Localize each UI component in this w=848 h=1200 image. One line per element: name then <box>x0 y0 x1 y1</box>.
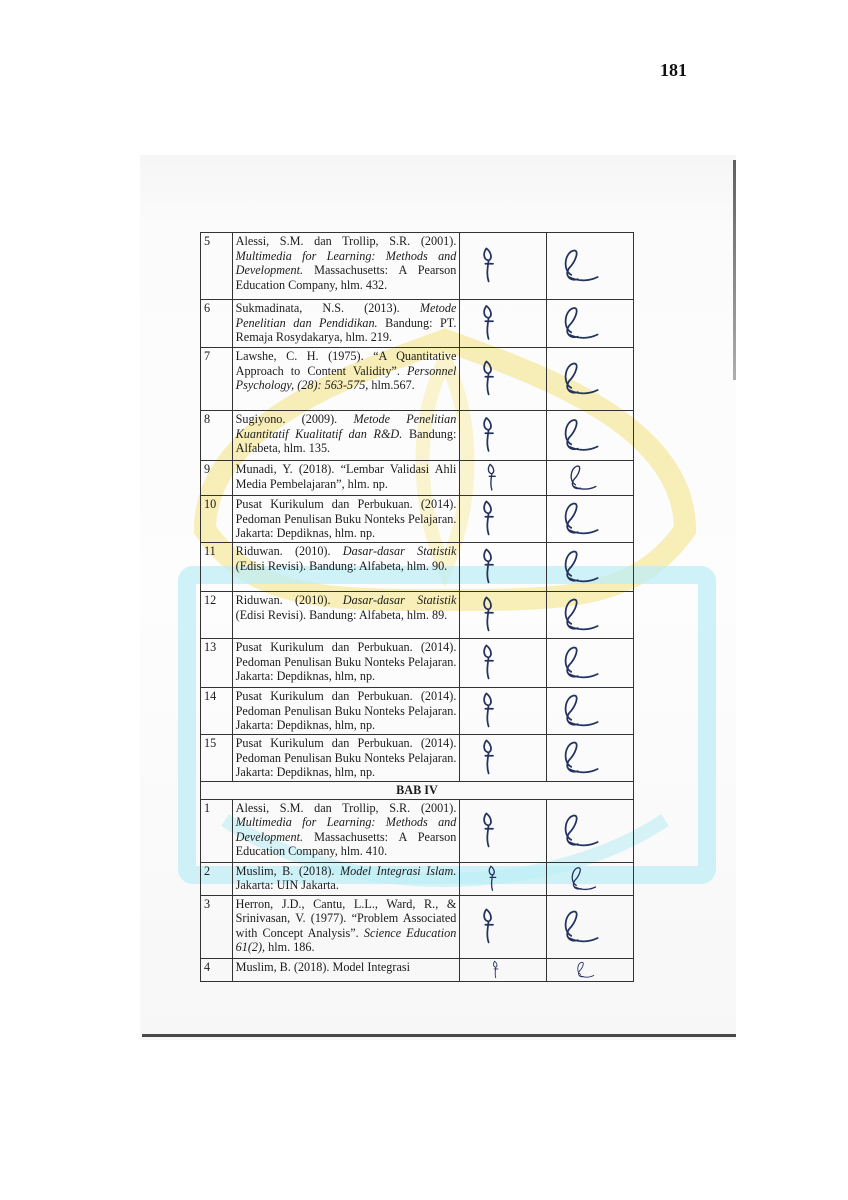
table-row <box>201 300 634 348</box>
citation-text: Pusat Kurikulum dan Perbukuan. (2014). Pedoman Penulisan Buku Nonteks Pelajaran. Jakarta: Depdiknas, hlm, np. <box>235 736 457 780</box>
signature-stroke <box>485 813 494 846</box>
validator-signature-1 <box>460 461 547 496</box>
row-number: 1 <box>201 799 233 862</box>
validator-signature-2 <box>547 348 634 411</box>
validator-signature-1 <box>460 592 547 639</box>
section-heading: BAB IV <box>201 782 634 800</box>
citation-text: Massachusetts: A Pearson Education Company, hlm. 432. <box>235 263 457 292</box>
reference-citation <box>232 958 460 981</box>
signature-stroke <box>566 600 598 630</box>
signature-mark-2 <box>547 735 633 781</box>
signature-stroke <box>571 466 596 489</box>
signature-mark-2 <box>547 496 633 542</box>
signature-stroke <box>566 696 598 726</box>
validator-signature-1 <box>460 862 547 895</box>
signature-mark-2 <box>547 411 633 460</box>
signature-stroke <box>485 740 494 773</box>
validator-signature-2 <box>547 735 634 782</box>
signature-stroke <box>489 464 496 490</box>
citation-title: Personnel Psychology, (28): 563-575, <box>235 363 457 393</box>
citation-text: hlm.567. <box>368 378 415 393</box>
reference-citation <box>232 233 460 300</box>
validator-signature-1 <box>460 895 547 958</box>
citation-text: Lawshe, C. H. (1975). “A Quantitative Approach to Content Validity”. <box>235 349 457 378</box>
table-row <box>201 411 634 461</box>
signature-mark-1 <box>460 896 546 958</box>
signature-stroke <box>566 420 598 450</box>
reference-citation <box>232 862 460 895</box>
validator-signature-2 <box>547 411 634 461</box>
signature-stroke <box>566 648 598 678</box>
signature-mark-2 <box>547 896 633 958</box>
citation-text: Alessi, S.M. dan Trollip, S.R. (2001). <box>235 234 457 248</box>
signature-mark-2 <box>547 639 633 687</box>
validator-signature-1 <box>460 799 547 862</box>
row-number: 6 <box>201 300 233 348</box>
validation-table-wrapper <box>200 232 634 982</box>
validator-signature-1 <box>460 688 547 735</box>
signature-mark-1 <box>460 496 546 542</box>
citation-text: Jakarta: UIN Jakarta. <box>235 878 339 893</box>
signature-mark-2 <box>547 592 633 638</box>
validator-signature-2 <box>547 233 634 300</box>
row-number: 9 <box>201 461 233 496</box>
validator-signature-1 <box>460 300 547 348</box>
signature-mark-1 <box>460 688 546 734</box>
validator-signature-2 <box>547 300 634 348</box>
signature-stroke <box>566 815 598 845</box>
citation-title: Metode Penelitian dan Pendidikan. <box>235 301 457 330</box>
citation-text: (Edisi Revisi). Bandung: Alfabeta, hlm. 89. <box>235 607 448 622</box>
signature-mark-2 <box>547 800 633 862</box>
reference-citation <box>232 300 460 348</box>
reference-citation <box>232 799 460 862</box>
citation-text: hlm. 186. <box>265 940 315 955</box>
reference-validation-table <box>200 232 634 982</box>
table-row <box>201 958 634 981</box>
validator-signature-1 <box>460 958 547 981</box>
row-number: 11 <box>201 543 233 592</box>
validator-signature-1 <box>460 348 547 411</box>
reference-citation <box>232 496 460 543</box>
scan-edge-right <box>733 160 736 380</box>
signature-mark-2 <box>547 688 633 734</box>
citation-title: Science Education 61(2), <box>235 925 457 955</box>
signature-stroke <box>566 743 598 773</box>
signature-stroke <box>566 504 598 534</box>
signature-mark-2 <box>547 300 633 347</box>
validator-signature-2 <box>547 592 634 639</box>
reference-citation <box>232 461 460 496</box>
table-row <box>201 639 634 688</box>
reference-citation <box>232 639 460 688</box>
signature-stroke <box>485 248 494 281</box>
citation-text: Pusat Kurikulum dan Perbukuan. (2014). Pedoman Penulisan Buku Nonteks Pelajaran. Jakarta: Depdiknas, hlm, np. <box>235 640 457 684</box>
signature-mark-1 <box>460 233 546 299</box>
table-row <box>201 688 634 735</box>
table-row <box>201 592 634 639</box>
citation-text: Pusat Kurikulum dan Perbukuan. (2014). Pedoman Penulisan Buku Nonteks Pelajaran. Jakarta: Depdiknas, hlm, np. <box>235 689 457 733</box>
signature-mark-1 <box>460 735 546 781</box>
validator-signature-2 <box>547 688 634 735</box>
validator-signature-2 <box>547 895 634 958</box>
signature-stroke <box>566 911 598 941</box>
signature-mark-1 <box>460 411 546 460</box>
reference-citation <box>232 411 460 461</box>
reference-citation <box>232 348 460 411</box>
table-row <box>201 233 634 300</box>
table-row <box>201 543 634 592</box>
signature-mark-2 <box>547 959 633 981</box>
signature-mark-1 <box>460 592 546 638</box>
citation-text: Herron, J.D., Cantu, L.L., Ward, R., & Srinivasan, V. (1977). “Problem Associated with Concept Analysis”. <box>235 896 457 940</box>
row-number: 8 <box>201 411 233 461</box>
citation-title: Metode Penelitian Kuantitatif Kualitatif dan R&D. <box>235 412 457 441</box>
reference-citation <box>232 592 460 639</box>
signature-stroke <box>578 962 594 977</box>
row-number: 3 <box>201 895 233 958</box>
citation-text: Sukmadinata, N.S. (2013). <box>235 301 420 315</box>
validator-signature-2 <box>547 639 634 688</box>
citation-text: Sugiyono. (2009). <box>235 412 354 426</box>
citation-text: Alessi, S.M. dan Trollip, S.R. (2001). <box>235 800 457 815</box>
validator-signature-2 <box>547 862 634 895</box>
signature-mark-1 <box>460 461 546 495</box>
citation-title: Dasar-dasar Statistik <box>342 593 457 607</box>
validator-signature-2 <box>547 461 634 496</box>
validator-signature-1 <box>460 496 547 543</box>
validator-signature-1 <box>460 735 547 782</box>
citation-text: Massachusetts: A Pearson Education Company, hlm. 410. <box>235 829 457 859</box>
signature-mark-1 <box>460 863 546 895</box>
citation-text: Bandung: Alfabeta, hlm. 135. <box>235 426 457 456</box>
reference-citation <box>232 895 460 958</box>
reference-citation <box>232 735 460 782</box>
citation-text: (Edisi Revisi). Bandung: Alfabeta, hlm. 90. <box>235 558 448 573</box>
row-number: 14 <box>201 688 233 735</box>
table-row <box>201 496 634 543</box>
signature-stroke <box>485 909 494 942</box>
citation-text: Riduwan. (2010). <box>235 593 343 607</box>
citation-text: Muslim, B. (2018). <box>235 863 340 878</box>
signature-mark-1 <box>460 543 546 591</box>
signature-mark-2 <box>547 863 633 895</box>
validator-signature-1 <box>460 233 547 300</box>
citation-title: Model Integrasi Islam. <box>340 863 457 878</box>
signature-stroke <box>566 308 598 338</box>
citation-text: Pusat Kurikulum dan Perbukuan. (2014). Pedoman Penulisan Buku Nonteks Pelajaran. Jakarta: Depdiknas, hlm. np. <box>235 497 457 541</box>
row-number: 5 <box>201 233 233 300</box>
table-row <box>201 862 634 895</box>
signature-stroke <box>485 306 494 339</box>
row-number: 7 <box>201 348 233 411</box>
signature-stroke <box>572 867 595 889</box>
table-row <box>201 799 634 862</box>
citation-title: Dasar-dasar Statistik <box>342 544 457 558</box>
citation-title: Multimedia for Learning: Methods and Development. <box>235 248 457 278</box>
validator-signature-1 <box>460 411 547 461</box>
signature-stroke <box>485 549 494 582</box>
validator-signature-2 <box>547 543 634 592</box>
page-number: 181 <box>660 60 687 80</box>
row-number: 12 <box>201 592 233 639</box>
validator-signature-2 <box>547 496 634 543</box>
table-row <box>201 348 634 411</box>
signature-mark-2 <box>547 233 633 299</box>
row-number: 10 <box>201 496 233 543</box>
validator-signature-2 <box>547 958 634 981</box>
signature-stroke <box>494 961 498 978</box>
citation-text: Munadi, Y. (2018). “Lembar Validasi Ahli Media Pembelajaran”, hlm. np. <box>235 462 457 491</box>
reference-citation <box>232 543 460 592</box>
validator-signature-1 <box>460 639 547 688</box>
signature-mark-1 <box>460 959 546 981</box>
citation-text: Riduwan. (2010). <box>235 544 343 558</box>
table-row <box>201 735 634 782</box>
signature-stroke <box>485 693 494 726</box>
citation-title: Multimedia for Learning: Methods and Development. <box>235 815 457 844</box>
signature-stroke <box>485 361 494 394</box>
signature-stroke <box>566 251 598 281</box>
signature-stroke <box>485 501 494 534</box>
row-number: 2 <box>201 862 233 895</box>
signature-mark-2 <box>547 461 633 495</box>
signature-mark-1 <box>460 639 546 687</box>
section-heading-row <box>201 782 634 800</box>
validator-signature-1 <box>460 543 547 592</box>
validator-signature-2 <box>547 799 634 862</box>
signature-stroke <box>490 866 496 890</box>
signature-stroke <box>485 418 494 451</box>
signature-mark-1 <box>460 348 546 410</box>
signature-mark-2 <box>547 348 633 410</box>
row-number: 15 <box>201 735 233 782</box>
signature-stroke <box>485 597 494 630</box>
table-row <box>201 895 634 958</box>
signature-mark-1 <box>460 300 546 347</box>
citation-text: Muslim, B. (2018). Model Integrasi <box>235 959 410 974</box>
table-row <box>201 461 634 496</box>
signature-mark-1 <box>460 800 546 862</box>
signature-stroke <box>566 552 598 582</box>
row-number: 4 <box>201 958 233 981</box>
signature-stroke <box>566 364 598 394</box>
row-number: 13 <box>201 639 233 688</box>
signature-mark-2 <box>547 543 633 591</box>
reference-citation <box>232 688 460 735</box>
scan-edge-bottom <box>142 1034 736 1037</box>
signature-stroke <box>485 645 494 678</box>
citation-text: Bandung: PT. Remaja Rosydakarya, hlm. 219. <box>235 315 457 345</box>
